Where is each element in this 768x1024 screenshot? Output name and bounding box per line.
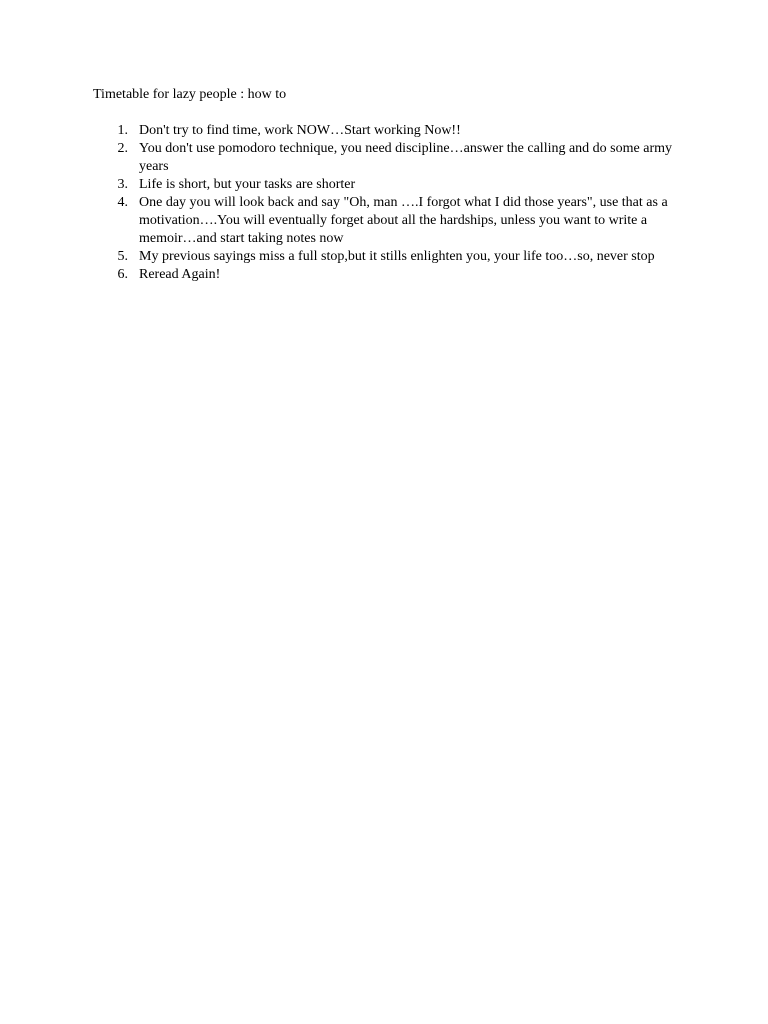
list-item — [93, 266, 693, 284]
list-item-number: 3. — [117, 177, 128, 192]
list-item-number: 1. — [117, 123, 128, 138]
list-item-number: 4. — [117, 195, 128, 210]
document-title: Timetable for lazy people : how to — [93, 87, 287, 102]
list-item — [93, 248, 693, 266]
list-item-text: One day you will look back and say "Oh, man ….I forgot what I did those years", use that as a motivation….You will eventually forget about all the hardships, unless you want to write a memoir…and start taking notes now — [139, 195, 668, 246]
list-item-text: Life is short, but your tasks are shorter — [139, 177, 356, 192]
list-item — [93, 194, 693, 248]
list-item-text: My previous sayings miss a full stop,but it stills enlighten you, your life too…so, never stop — [139, 249, 655, 264]
numbered-list — [93, 122, 693, 284]
list-item — [93, 122, 693, 140]
list-item — [93, 140, 693, 176]
list-item-text: Reread Again! — [139, 267, 221, 282]
list-item — [93, 176, 693, 194]
list-item-text: You don't use pomodoro technique, you need discipline…answer the calling and do some army years — [139, 141, 672, 174]
list-item-number: 5. — [117, 249, 128, 264]
list-item-text: Don't try to find time, work NOW…Start working Now!! — [139, 123, 461, 138]
list-item-number: 2. — [117, 141, 128, 156]
list-item-number: 6. — [117, 267, 128, 282]
